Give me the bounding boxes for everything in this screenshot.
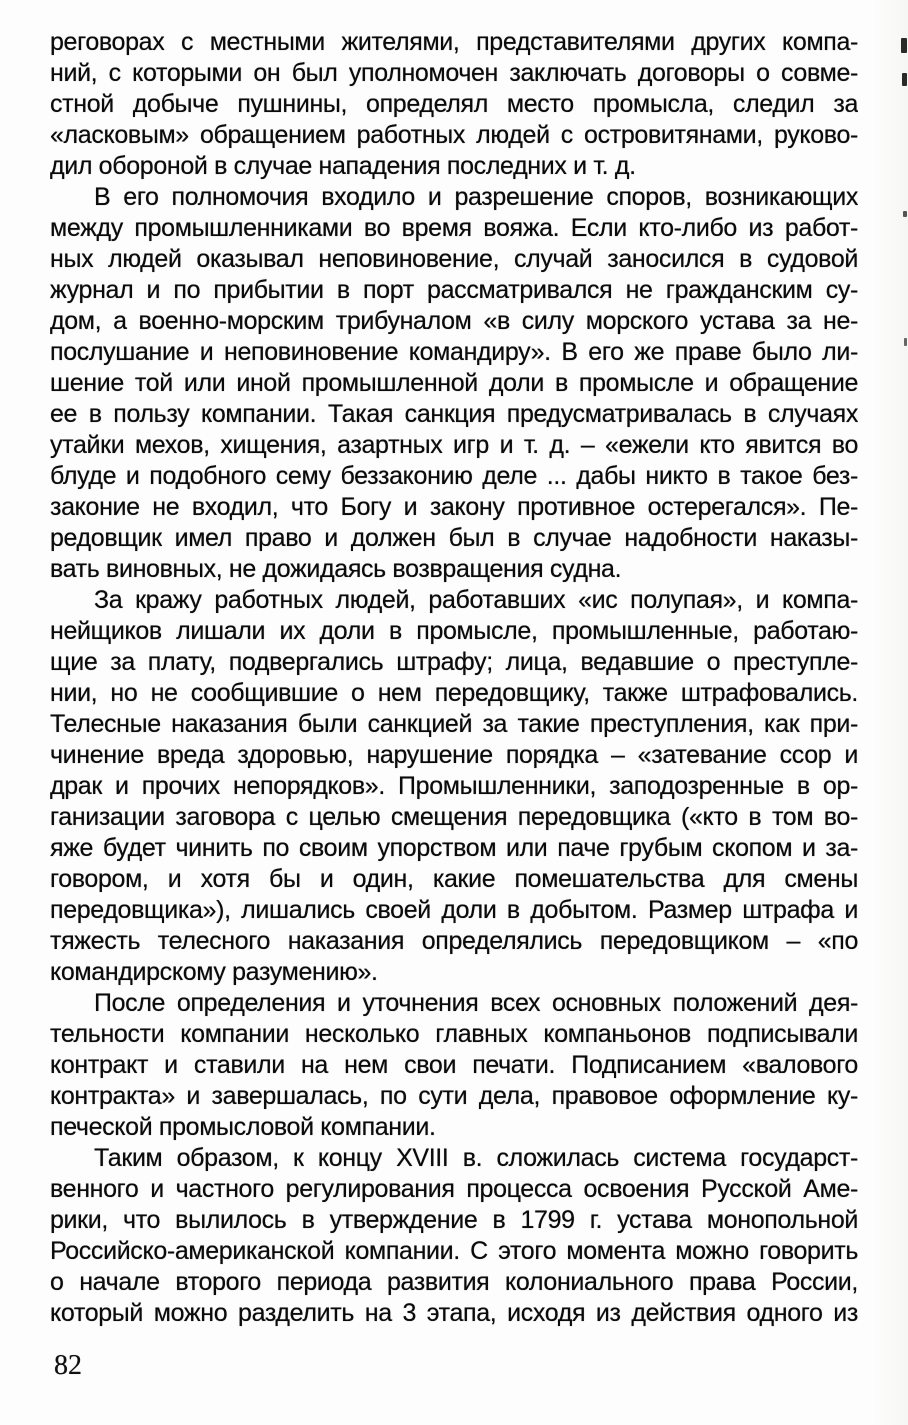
text-line: ее в пользу компании. Такая санкция предусматривалась в случаях xyxy=(50,400,858,428)
text-line: контракта» и завершалась, по сути дела, правовое оформление ку- xyxy=(50,1082,858,1110)
text-line: передовщика»), лишались своей доли в добытом. Размер штрафа и xyxy=(50,896,858,924)
text-line: рики, что вылилось в утверждение в 1799 г. устава монопольной xyxy=(50,1206,858,1234)
text-line: стной добыче пушнины, определял место промысла, следил за xyxy=(50,90,858,118)
text-line: В его полномочия входило и разрешение споров, возникающих xyxy=(94,183,858,211)
text-line: дил обороной в случае нападения последних и т. д. xyxy=(50,152,636,180)
scan-edge-artifact xyxy=(901,38,907,53)
text-line: драк и прочих непорядков». Промышленники, заподозренные в ор- xyxy=(50,772,858,800)
text-line: тельности компании несколько главных компаньонов подписывали xyxy=(50,1020,858,1048)
text-line: послушание и неповиновение командиру». В его же праве было ли- xyxy=(50,338,858,366)
scan-edge-artifact xyxy=(904,338,907,346)
text-line: нии, но не сообщившие о нем передовщику, также штрафовались. xyxy=(50,679,858,707)
paragraph xyxy=(50,182,858,585)
text-line: нейщиков лишали их доли в промысле, промышленные, работаю- xyxy=(50,617,858,645)
text-line: ний, с которыми он был уполномочен заключать договоры о совме- xyxy=(50,59,858,87)
page-number: 82 xyxy=(54,1350,82,1381)
text-line: утайки мехов, хищения, азартных игр и т. д. – «ежели кто явится во xyxy=(50,431,858,459)
text-line: законие не входил, что Богу и закону противное остерегался». Пе- xyxy=(50,493,858,521)
text-line: говором, и хотя бы и один, какие помешательства для смены xyxy=(50,865,858,893)
text-line: о начале второго периода развития колониального права России, xyxy=(50,1268,858,1296)
text-line: ных людей оказывал неповиновение, случай заносился в судовой xyxy=(50,245,858,273)
text-line: щие за плату, подвергались штрафу; лица, ведавшие о преступле- xyxy=(50,648,858,676)
text-line: шение той или иной промышленной доли в промысле и обращение xyxy=(50,369,858,397)
paragraph xyxy=(50,585,858,988)
body-text-block xyxy=(50,27,858,1329)
text-line: между промышленниками во время вояжа. Если кто-либо из работ- xyxy=(50,214,858,242)
text-line: тяжесть телесного наказания определялись передовщиком – «по xyxy=(50,927,858,955)
text-line: который можно разделить на 3 этапа, исходя из действия одного из xyxy=(50,1299,858,1327)
text-line: чинение вреда здоровью, нарушение порядка – «затевание ссор и xyxy=(50,741,858,769)
text-line: вать виновных, не дожидаясь возвращения судна. xyxy=(50,555,622,583)
text-line: командирскому разумению». xyxy=(50,958,378,986)
text-line: контракт и ставили на нем свои печати. Подписанием «валового xyxy=(50,1051,858,1079)
text-line: блуде и подобного сему беззаконию деле ... дабы никто в такое без- xyxy=(50,462,858,490)
text-line: редовщик имел право и должен был в случае надобности наказы- xyxy=(50,524,858,552)
scan-edge-artifact xyxy=(902,73,907,86)
scan-edge-artifact xyxy=(903,211,907,217)
text-line: Телесные наказания были санкцией за такие преступления, как при- xyxy=(50,710,858,738)
text-line: После определения и уточнения всех основных положений дея- xyxy=(94,989,858,1017)
text-line: печеской промысловой компании. xyxy=(50,1113,436,1141)
text-line: «ласковым» обращением работных людей с островитянами, руково- xyxy=(50,121,858,149)
text-line: реговорах с местными жителями, представителями других компа- xyxy=(50,28,858,56)
paragraph xyxy=(50,988,858,1143)
text-line: венного и частного регулирования процесса освоения Русской Аме- xyxy=(50,1175,858,1203)
text-line: дом, а военно-морским трибуналом «в силу морского устава за не- xyxy=(50,307,858,335)
paragraph xyxy=(50,27,858,182)
text-line: ганизации заговора с целью смещения передовщика («кто в том во- xyxy=(50,803,858,831)
text-line: яже будет чинить по своим упорством или паче грубым скопом и за- xyxy=(50,834,858,862)
text-line: Российско-американской компании. С этого момента можно говорить xyxy=(50,1237,858,1265)
text-line: журнал и по прибытии в порт рассматривался не гражданским су- xyxy=(50,276,858,304)
text-line: Таким образом, к концу XVIII в. сложилась система государст- xyxy=(94,1144,858,1172)
paragraph xyxy=(50,1143,858,1329)
text-line: За кражу работных людей, работавших «ис полупая», и компа- xyxy=(94,586,858,614)
